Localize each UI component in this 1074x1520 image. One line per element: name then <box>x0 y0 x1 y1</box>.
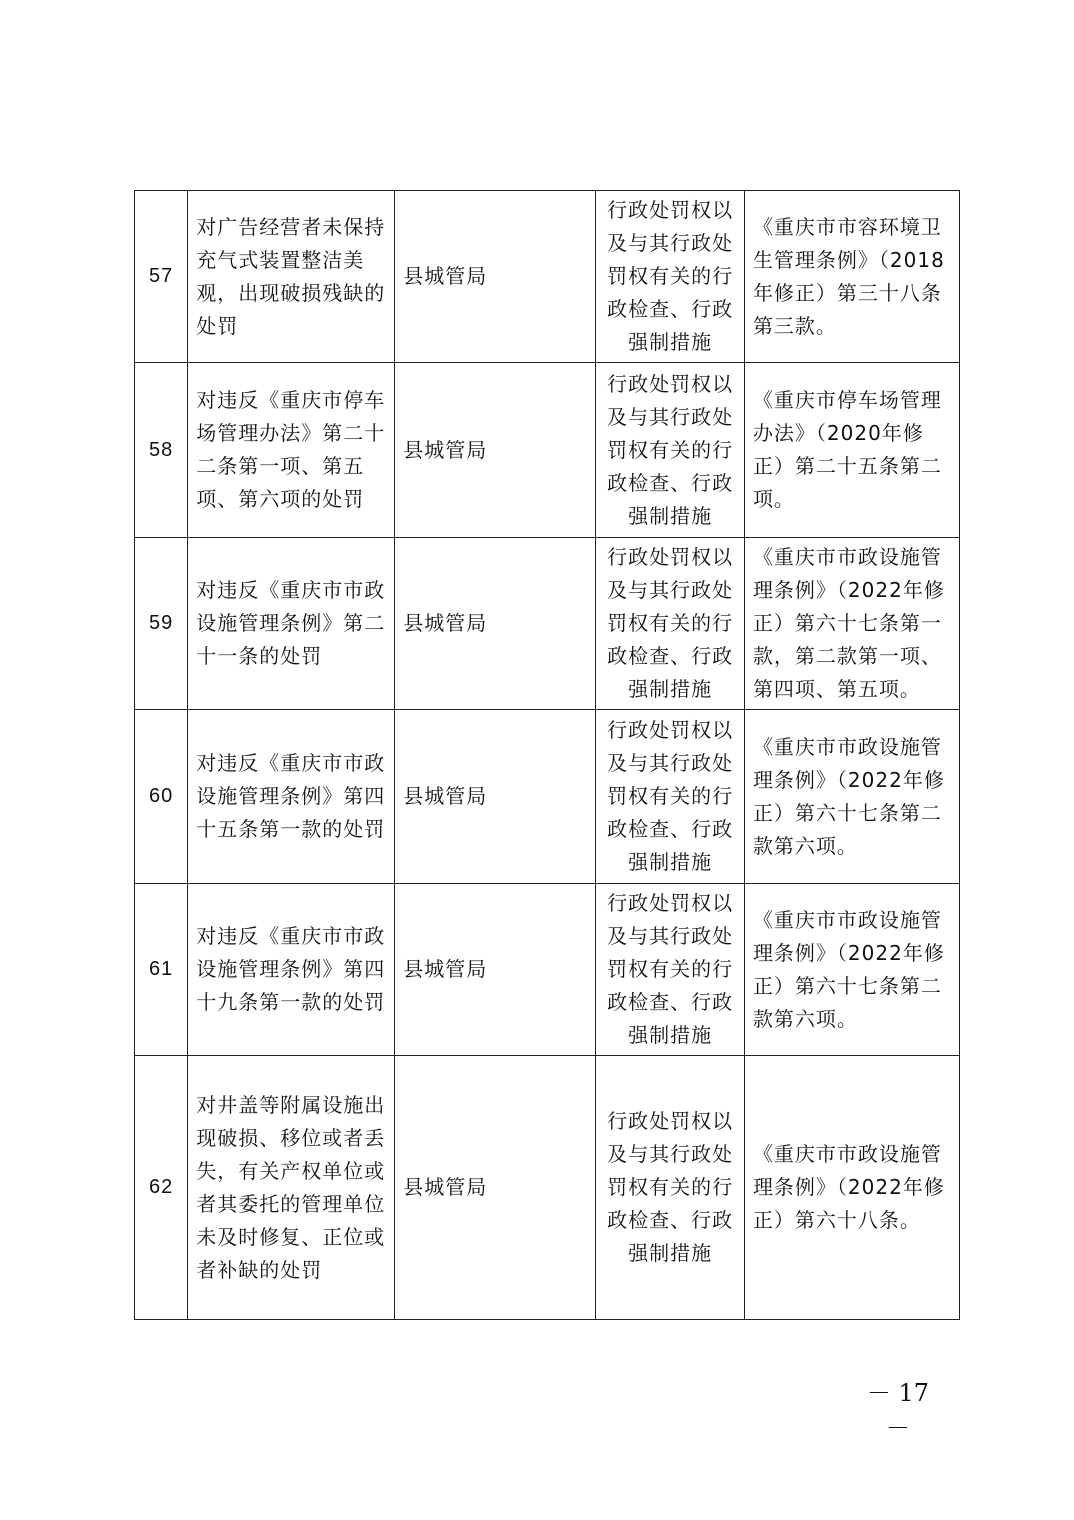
legal-basis: 《重庆市停车场管理办法》（2020年修正）第二十五条第二项。 <box>744 363 959 538</box>
page-number: － 17 － <box>866 1379 930 1442</box>
table-row <box>135 884 960 1056</box>
legal-basis: 《重庆市市容环境卫生管理条例》（2018年修正）第三十八条第三款。 <box>744 191 959 363</box>
table-row <box>135 191 960 363</box>
table-row <box>135 363 960 538</box>
power-type: 行政处罚权以及与其行政处罚权有关的行政检查、行政强制措施 <box>596 884 745 1056</box>
implementing-agency: 县城管局 <box>395 884 596 1056</box>
enforcement-table <box>134 190 960 1320</box>
row-number: 62 <box>135 1056 188 1320</box>
item-description: 对违反《重庆市市政设施管理条例》第二十一条的处罚 <box>188 538 395 710</box>
implementing-agency: 县城管局 <box>395 538 596 710</box>
item-description: 对违反《重庆市停车场管理办法》第二十二条第一项、第五项、第六项的处罚 <box>188 363 395 538</box>
legal-basis: 《重庆市市政设施管理条例》（2022年修正）第六十八条。 <box>744 1056 959 1320</box>
power-type: 行政处罚权以及与其行政处罚权有关的行政检查、行政强制措施 <box>596 363 745 538</box>
item-description: 对违反《重庆市市政设施管理条例》第四十九条第一款的处罚 <box>188 884 395 1056</box>
table-row <box>135 538 960 710</box>
row-number: 59 <box>135 538 188 710</box>
power-type: 行政处罚权以及与其行政处罚权有关的行政检查、行政强制措施 <box>596 710 745 884</box>
table-row <box>135 710 960 884</box>
power-type: 行政处罚权以及与其行政处罚权有关的行政检查、行政强制措施 <box>596 1056 745 1320</box>
implementing-agency: 县城管局 <box>395 191 596 363</box>
item-description: 对违反《重庆市市政设施管理条例》第四十五条第一款的处罚 <box>188 710 395 884</box>
table-row <box>135 1056 960 1320</box>
row-number: 60 <box>135 710 188 884</box>
row-number: 58 <box>135 363 188 538</box>
row-number: 57 <box>135 191 188 363</box>
legal-basis: 《重庆市市政设施管理条例》（2022年修正）第六十七条第一款，第二款第一项、第四项、第五项。 <box>744 538 959 710</box>
item-description: 对井盖等附属设施出现破损、移位或者丢失，有关产权单位或者其委托的管理单位未及时修复、正位或者补缺的处罚 <box>188 1056 395 1320</box>
power-type: 行政处罚权以及与其行政处罚权有关的行政检查、行政强制措施 <box>596 191 745 363</box>
legal-basis: 《重庆市市政设施管理条例》（2022年修正）第六十七条第二款第六项。 <box>744 710 959 884</box>
legal-basis: 《重庆市市政设施管理条例》（2022年修正）第六十七条第二款第六项。 <box>744 884 959 1056</box>
power-type: 行政处罚权以及与其行政处罚权有关的行政检查、行政强制措施 <box>596 538 745 710</box>
implementing-agency: 县城管局 <box>395 710 596 884</box>
item-description: 对广告经营者未保持充气式装置整洁美观，出现破损残缺的处罚 <box>188 191 395 363</box>
row-number: 61 <box>135 884 188 1056</box>
implementing-agency: 县城管局 <box>395 1056 596 1320</box>
implementing-agency: 县城管局 <box>395 363 596 538</box>
